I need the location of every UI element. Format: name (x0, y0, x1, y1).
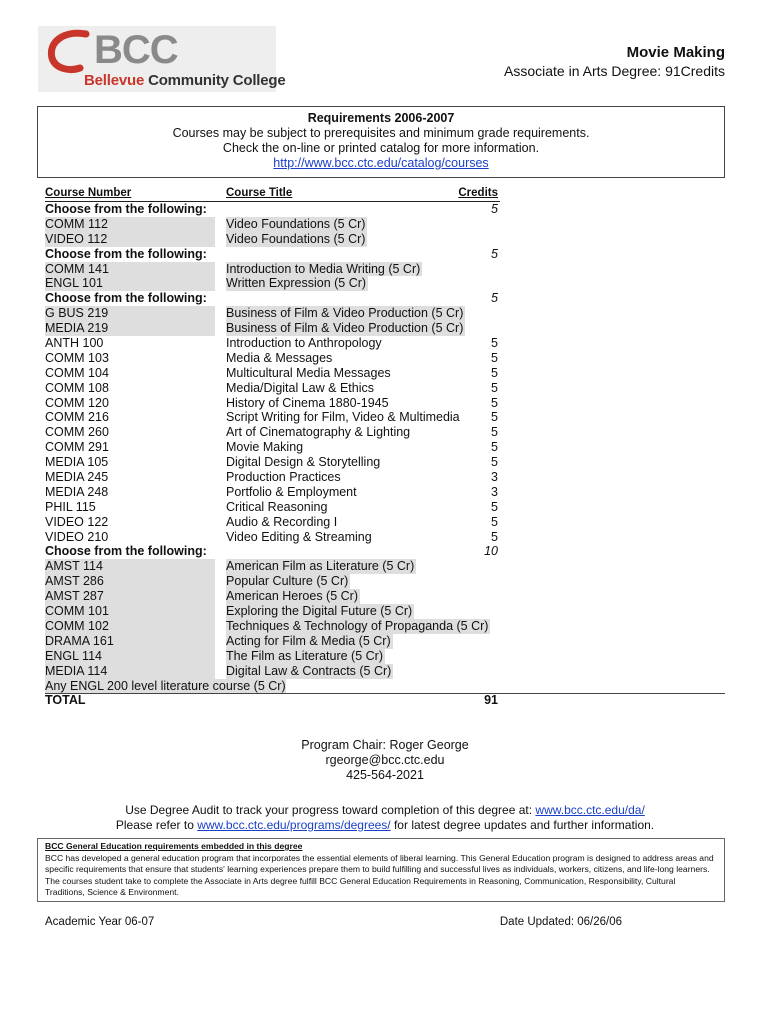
course-title: Introduction to Anthropology (226, 336, 382, 351)
course-credits: 5 (491, 440, 498, 455)
course-number: ENGL 114 (45, 649, 215, 664)
table-row (45, 500, 500, 515)
program-degree: Associate in Arts Degree: 91Credits (504, 63, 725, 79)
choose-group-row (45, 247, 500, 262)
general-education-box (37, 838, 725, 902)
course-number: VIDEO 210 (45, 529, 109, 544)
table-row (45, 559, 500, 574)
table-row (45, 366, 500, 381)
table-row (45, 530, 500, 545)
bcc-logo (38, 26, 286, 94)
table-row (45, 381, 500, 396)
table-row (45, 351, 500, 366)
refer-text-end: for latest degree updates and further information. (390, 818, 655, 832)
table-row (45, 485, 500, 500)
course-number: VIDEO 112 (45, 232, 215, 247)
course-title: American Heroes (5 Cr) (226, 589, 358, 604)
course-number: MEDIA 245 (45, 470, 109, 485)
program-title: Movie Making (626, 44, 725, 61)
course-number: MEDIA 219 (45, 321, 215, 336)
course-title: Digital Design & Storytelling (226, 455, 381, 470)
chair-email: rgeorge@bcc.ctc.edu (325, 753, 445, 767)
bcc-swoosh-icon (46, 28, 98, 74)
course-number: Choose from the following: (45, 291, 207, 306)
table-row (45, 425, 500, 440)
table-row (45, 649, 500, 664)
choose-group-row (45, 202, 500, 217)
header-credits: Credits (458, 187, 498, 199)
refer-text: Please refer to (115, 818, 198, 832)
chair-name: Program Chair: Roger George (301, 738, 469, 752)
course-title: Audio & Recording I (226, 514, 338, 529)
course-credits: 3 (491, 484, 498, 499)
total-label: TOTAL (45, 693, 86, 708)
table-row (45, 589, 500, 604)
course-title: Introduction to Media Writing (5 Cr) (226, 261, 421, 276)
course-credits: 3 (491, 470, 498, 485)
course-title: Video Foundations (5 Cr) (226, 216, 366, 231)
table-row (45, 440, 500, 455)
course-number: COMM 104 (45, 365, 109, 380)
course-number: COMM 103 (45, 350, 109, 365)
course-title: Portfolio & Employment (226, 484, 357, 499)
table-row (45, 276, 500, 291)
course-number: Choose from the following: (45, 544, 207, 559)
table-row (45, 679, 500, 694)
course-number: COMM 260 (45, 425, 109, 440)
table-row (45, 515, 500, 530)
table-row (45, 410, 500, 425)
table-row (45, 306, 500, 321)
course-title: Video Foundations (5 Cr) (226, 231, 366, 246)
course-title: Movie Making (226, 440, 304, 455)
gened-title: BCC General Education requirements embedded in this degree (45, 841, 303, 851)
course-title: Production Practices (226, 470, 341, 485)
table-row (45, 664, 500, 679)
table-row (45, 470, 500, 485)
course-title: Media/Digital Law & Ethics (226, 380, 374, 395)
course-number: MEDIA 105 (45, 455, 109, 470)
course-title: Video Editing & Streaming (226, 529, 372, 544)
course-credits: 5 (491, 350, 498, 365)
course-title: Exploring the Digital Future (5 Cr) (226, 604, 413, 619)
course-number: VIDEO 122 (45, 514, 109, 529)
table-row (45, 336, 500, 351)
course-title: Media & Messages (226, 350, 333, 365)
table-row (45, 619, 500, 634)
course-credits: 5 (491, 291, 498, 306)
course-title: Acting for Film & Media (5 Cr) (226, 633, 391, 648)
course-number: PHIL 115 (45, 499, 96, 514)
audit-text: Use Degree Audit to track your progress toward completion of this degree at: (125, 803, 536, 817)
course-credits: 5 (491, 514, 498, 529)
total-row (45, 693, 500, 708)
course-title: Business of Film & Video Production (5 Cr) (226, 321, 464, 336)
course-number: COMM 108 (45, 380, 109, 395)
total-credits: 91 (484, 693, 498, 708)
course-credits: 5 (491, 410, 498, 425)
header-course-number: Course Number (45, 187, 132, 199)
programs-degrees-link[interactable]: www.bcc.ctc.edu/programs/degrees/ (197, 818, 391, 832)
academic-year: Academic Year 06-07 (45, 916, 155, 928)
course-credits: 10 (484, 544, 498, 559)
logo-college-name (84, 72, 286, 89)
table-row (45, 232, 500, 247)
course-title: Techniques & Technology of Propaganda (5 Cr) (226, 618, 489, 633)
course-number: ANTH 100 (45, 336, 104, 351)
course-credits: 5 (491, 455, 498, 470)
catalog-link[interactable]: http://www.bcc.ctc.edu/catalog/courses (273, 156, 489, 170)
course-credits: 5 (491, 499, 498, 514)
course-title: History of Cinema 1880-1945 (226, 395, 389, 410)
course-title: Business of Film & Video Production (5 Cr) (226, 306, 464, 321)
date-updated: Date Updated: 06/26/06 (499, 916, 622, 928)
course-number: Any ENGL 200 level literature course (5 Cr) (45, 678, 286, 693)
table-header (45, 187, 500, 202)
requirements-title: Requirements 2006-2007 (307, 111, 455, 125)
table-rows (45, 202, 500, 693)
course-number: COMM 102 (45, 619, 215, 634)
course-number: COMM 291 (45, 440, 109, 455)
course-title: Multicultural Media Messages (226, 365, 391, 380)
course-title: Popular Culture (5 Cr) (226, 574, 349, 589)
course-number: COMM 112 (45, 217, 215, 232)
course-number: COMM 216 (45, 410, 109, 425)
program-chair (200, 738, 570, 783)
degree-audit-note (60, 803, 710, 833)
table-row (45, 321, 500, 336)
course-number: ENGL 101 (45, 276, 215, 291)
course-credits: 5 (491, 380, 498, 395)
course-title: Digital Law & Contracts (5 Cr) (226, 663, 392, 678)
chair-phone: 425-564-2021 (346, 768, 424, 782)
logo-bellevue: Bellevue (84, 72, 145, 89)
course-number: AMST 286 (45, 574, 215, 589)
choose-group-row (45, 291, 500, 306)
choose-group-row (45, 544, 500, 559)
course-title: Written Expression (5 Cr) (226, 276, 367, 291)
course-number: COMM 141 (45, 262, 215, 277)
course-credits: 5 (491, 246, 498, 261)
course-number: Choose from the following: (45, 202, 207, 216)
course-title: The Film as Literature (5 Cr) (226, 648, 383, 663)
degree-audit-link[interactable]: www.bcc.ctc.edu/da/ (535, 803, 645, 817)
gened-body: BCC has developed a general education program that incorporates the essential elements of liberal learning. This General Education program is designed to address areas and specific requirements that ensure that students' learning experiences prepare them to build fulfilling and successful lives as individuals, workers, citizens, and life-long learners. The courses student take to complete the Associate in Arts degree fulfill BCC General Education Requirements in Reasoning, Communication, Responsibility, Cultural Traditions, Science & Environment. (45, 852, 714, 897)
header-course-title: Course Title (226, 187, 293, 199)
table-row (45, 455, 500, 470)
course-credits: 5 (491, 336, 498, 351)
course-title: Art of Cinematography & Lighting (226, 425, 411, 440)
course-number: COMM 101 (45, 604, 215, 619)
requirements-box (37, 106, 725, 178)
table-row (45, 396, 500, 411)
requirements-line-2: Check the on-line or printed catalog for more information. (222, 141, 540, 155)
course-number: AMST 287 (45, 589, 215, 604)
course-number: Choose from the following: (45, 246, 207, 261)
course-title: Critical Reasoning (226, 499, 328, 514)
course-number: AMST 114 (45, 559, 215, 574)
course-number: COMM 120 (45, 395, 109, 410)
table-row (45, 217, 500, 232)
course-table (45, 187, 500, 708)
course-number: MEDIA 114 (45, 664, 215, 679)
course-credits: 5 (491, 202, 498, 216)
course-number: G BUS 219 (45, 306, 215, 321)
logo-community-college: Community College (148, 72, 286, 89)
table-row (45, 262, 500, 277)
course-number: MEDIA 248 (45, 484, 109, 499)
table-row (45, 604, 500, 619)
course-credits: 5 (491, 529, 498, 544)
logo-letters: BCC (94, 28, 178, 72)
course-credits: 5 (491, 365, 498, 380)
course-credits: 5 (491, 425, 498, 440)
course-title: Script Writing for Film, Video & Multimedia (226, 410, 460, 425)
course-credits: 5 (491, 395, 498, 410)
table-row (45, 574, 500, 589)
course-title: American Film as Literature (5 Cr) (226, 559, 415, 574)
requirements-line-1: Courses may be subject to prerequisites and minimum grade requirements. (172, 126, 590, 140)
course-number: DRAMA 161 (45, 634, 215, 649)
table-row (45, 634, 500, 649)
